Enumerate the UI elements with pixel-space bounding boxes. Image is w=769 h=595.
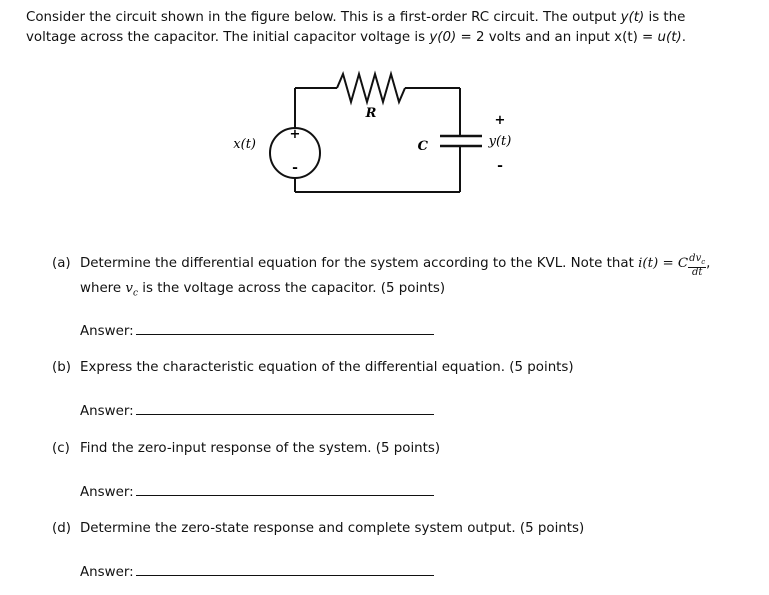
intro-text: voltage across the capacitor. The initial capacitor voltage is [26, 30, 430, 45]
source-label: x(t) [233, 137, 256, 152]
answer-b [80, 400, 434, 419]
answer-label: Answer: [80, 565, 134, 580]
fraction-numerator: dv [689, 253, 702, 264]
question-b-label: (b) [52, 360, 71, 375]
answer-c [80, 481, 434, 500]
current-equation: i(t) = C [638, 256, 689, 271]
output-label: y(t) [488, 134, 512, 149]
question-c [52, 439, 440, 459]
derivative-fraction [688, 254, 706, 278]
intro-text: . [681, 30, 686, 45]
answer-d [80, 561, 434, 580]
question-c-text: Find the zero-input response of the system. (5 points) [80, 441, 441, 456]
question-b-text: Express the characteristic equation of the differential equation. (5 points) [80, 360, 574, 375]
question-a-text: Determine the differential equation for the system according to the KVL. Note that [80, 256, 639, 271]
capacitor-label: C [417, 139, 428, 154]
question-b [52, 358, 574, 378]
answer-a-blank[interactable] [136, 320, 434, 335]
output-minus-sign: - [497, 158, 503, 174]
answer-label: Answer: [80, 324, 134, 339]
answer-label: Answer: [80, 404, 134, 419]
intro-text: is the [644, 10, 686, 25]
source-plus-sign: + [289, 127, 301, 142]
question-a-line2 [80, 279, 445, 304]
rc-circuit-diagram [0, 0, 769, 240]
output-plus-sign: + [494, 113, 506, 128]
intro-math-y0: y(0) [429, 30, 457, 45]
fraction-denominator: dt [691, 267, 703, 278]
equation-comma: , [706, 256, 711, 271]
question-c-label: (c) [52, 441, 70, 456]
vc-symbol: v [125, 281, 133, 296]
resistor-label: R [365, 106, 377, 121]
question-a-text: where [80, 281, 126, 296]
question-a-text: is the voltage across the capacitor. (5 points) [138, 281, 446, 296]
source-minus-sign: - [292, 160, 298, 176]
answer-d-blank[interactable] [136, 561, 434, 576]
answer-c-blank[interactable] [136, 481, 434, 496]
intro-math-ut: u(t) [657, 30, 682, 45]
question-a [52, 254, 710, 278]
resistor-symbol [337, 74, 405, 102]
question-d [52, 519, 584, 539]
fraction-numerator-sub: c [701, 258, 706, 266]
answer-b-blank[interactable] [136, 400, 434, 415]
intro-text: Consider the circuit shown in the figure below. This is a first-order RC circuit. The output [26, 10, 621, 25]
answer-label: Answer: [80, 485, 134, 500]
intro-math-yt: y(t) [620, 10, 645, 25]
intro-text: = 2 volts and an input x(t) = [456, 30, 658, 45]
question-d-text: Determine the zero-state response and complete system output. (5 points) [80, 521, 585, 536]
question-a-label: (a) [52, 256, 71, 271]
answer-a [80, 320, 434, 339]
vc-subscript: c [132, 288, 139, 299]
question-d-label: (d) [52, 521, 71, 536]
